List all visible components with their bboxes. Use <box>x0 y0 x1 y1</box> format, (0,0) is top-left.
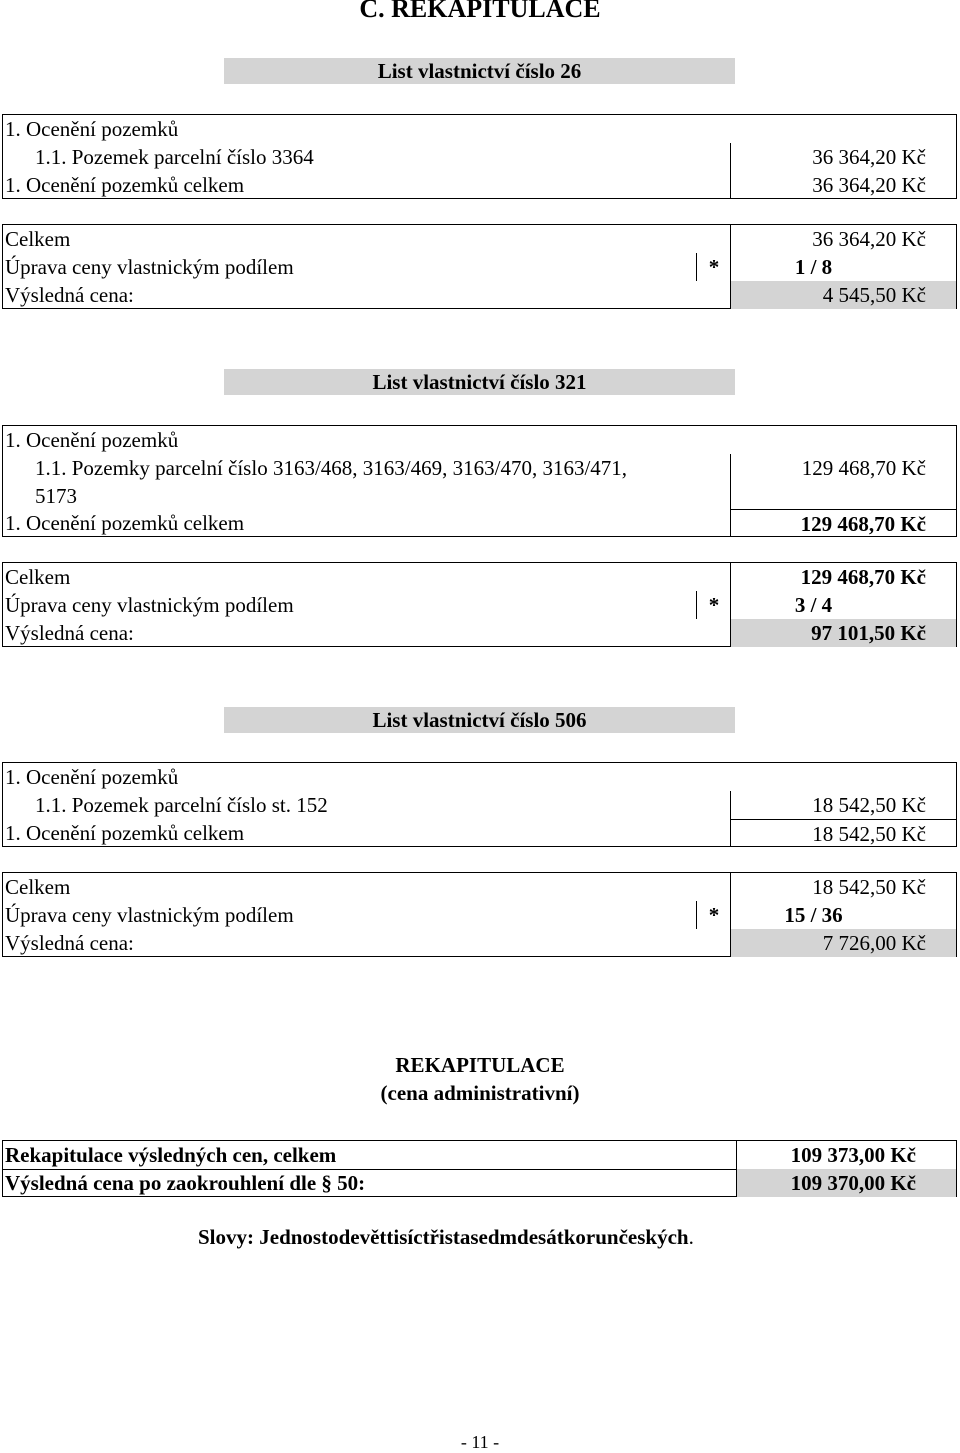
item-label-line2: 5173 <box>35 484 77 508</box>
oceneni-heading-row <box>3 426 956 454</box>
rekapitulace-row2-value: 109 370,00 Kč <box>736 1169 956 1197</box>
vysledna-value: 7 726,00 Kč <box>730 929 956 957</box>
rekapitulace-subtitle: (cena administrativní) <box>380 1081 580 1105</box>
subtotal-value: 129 468,70 Kč <box>730 509 956 537</box>
oceneni-heading: 1. Ocenění pozemků <box>5 765 179 789</box>
rekapitulace-row1-value: 109 373,00 Kč <box>736 1141 956 1169</box>
vysledna-label: Výsledná cena: <box>5 931 134 955</box>
lv-heading: List vlastnictví číslo 26 <box>224 58 735 84</box>
subtotal-label: 1. Ocenění pozemků celkem <box>5 173 245 197</box>
rekapitulace-row <box>3 1141 956 1169</box>
item-value <box>730 454 956 509</box>
subtotal-row <box>3 819 956 847</box>
multiply-star: * <box>696 901 731 929</box>
celkem-row <box>3 873 956 901</box>
oceneni-heading-row <box>3 763 956 791</box>
celkem-row <box>3 563 956 591</box>
ownership-ratio: 3 / 4 <box>730 591 956 619</box>
rekapitulace-row1-label: Rekapitulace výsledných cen, celkem <box>5 1143 337 1167</box>
celkem-value: 129 468,70 Kč <box>730 563 956 591</box>
celkem-label: Celkem <box>5 565 71 589</box>
oceneni-table <box>2 762 957 847</box>
subtotal-value: 36 364,20 Kč <box>730 171 956 199</box>
lv-heading: List vlastnictví číslo 506 <box>224 707 735 733</box>
celkem-table <box>2 872 957 957</box>
uprava-label: Úprava ceny vlastnickým podílem <box>5 903 294 927</box>
slovy-period: . <box>688 1225 694 1249</box>
item-label: 1.1. Pozemek parcelní číslo 3364 <box>35 145 314 169</box>
item-value: 18 542,50 Kč <box>730 791 956 819</box>
lv-heading: List vlastnictví číslo 321 <box>224 369 735 395</box>
page-number: - 11 - <box>460 1432 500 1452</box>
celkem-label: Celkem <box>5 227 71 251</box>
item-row <box>3 143 956 171</box>
slovy-words: Slovy: Jednostodevěttisíctřistasedmdesátkorunčeských <box>198 1225 689 1249</box>
item-label: 1.1. Pozemek parcelní číslo st. 152 <box>35 793 328 817</box>
celkem-table <box>2 562 957 647</box>
multiply-star: * <box>696 591 731 619</box>
uprava-row <box>3 253 956 281</box>
vysledna-row <box>3 281 956 309</box>
oceneni-heading-row <box>3 115 956 143</box>
vysledna-value: 4 545,50 Kč <box>730 281 956 309</box>
vysledna-label: Výsledná cena: <box>5 283 134 307</box>
subtotal-value: 18 542,50 Kč <box>730 819 956 847</box>
rekapitulace-title: REKAPITULACE <box>395 1053 565 1077</box>
uprava-row <box>3 591 956 619</box>
item-row <box>3 791 956 819</box>
rekapitulace-row2-label: Výsledná cena po zaokrouhlení dle § 50: <box>5 1171 366 1195</box>
subtotal-row <box>3 509 956 537</box>
ownership-ratio: 15 / 36 <box>730 901 956 929</box>
subtotal-label: 1. Ocenění pozemků celkem <box>5 511 245 535</box>
item-label-line1: 1.1. Pozemky parcelní číslo 3163/468, 3163/469, 3163/470, 3163/471, <box>35 456 628 480</box>
rekapitulace-row <box>3 1169 956 1197</box>
vysledna-row <box>3 619 956 647</box>
vysledna-row <box>3 929 956 957</box>
vysledna-label: Výsledná cena: <box>5 621 134 645</box>
uprava-label: Úprava ceny vlastnickým podílem <box>5 593 294 617</box>
celkem-value: 18 542,50 Kč <box>730 873 956 901</box>
item-row <box>3 454 956 509</box>
celkem-value: 36 364,20 Kč <box>730 225 956 253</box>
rekapitulace-table <box>2 1140 957 1197</box>
subtotal-label: 1. Ocenění pozemků celkem <box>5 821 245 845</box>
oceneni-table <box>2 114 957 199</box>
oceneni-table <box>2 425 957 537</box>
uprava-row <box>3 901 956 929</box>
oceneni-heading: 1. Ocenění pozemků <box>5 428 179 452</box>
page-title: C. REKAPITULACE <box>359 0 601 23</box>
slovy-text <box>198 1225 694 1250</box>
celkem-label: Celkem <box>5 875 71 899</box>
ownership-ratio: 1 / 8 <box>730 253 956 281</box>
celkem-row <box>3 225 956 253</box>
celkem-table <box>2 224 957 309</box>
item-value-text: 129 468,70 Kč <box>801 456 926 480</box>
multiply-star: * <box>696 253 731 281</box>
oceneni-heading: 1. Ocenění pozemků <box>5 117 179 141</box>
uprava-label: Úprava ceny vlastnickým podílem <box>5 255 294 279</box>
item-value: 36 364,20 Kč <box>730 143 956 171</box>
subtotal-row <box>3 171 956 199</box>
vysledna-value: 97 101,50 Kč <box>730 619 956 647</box>
